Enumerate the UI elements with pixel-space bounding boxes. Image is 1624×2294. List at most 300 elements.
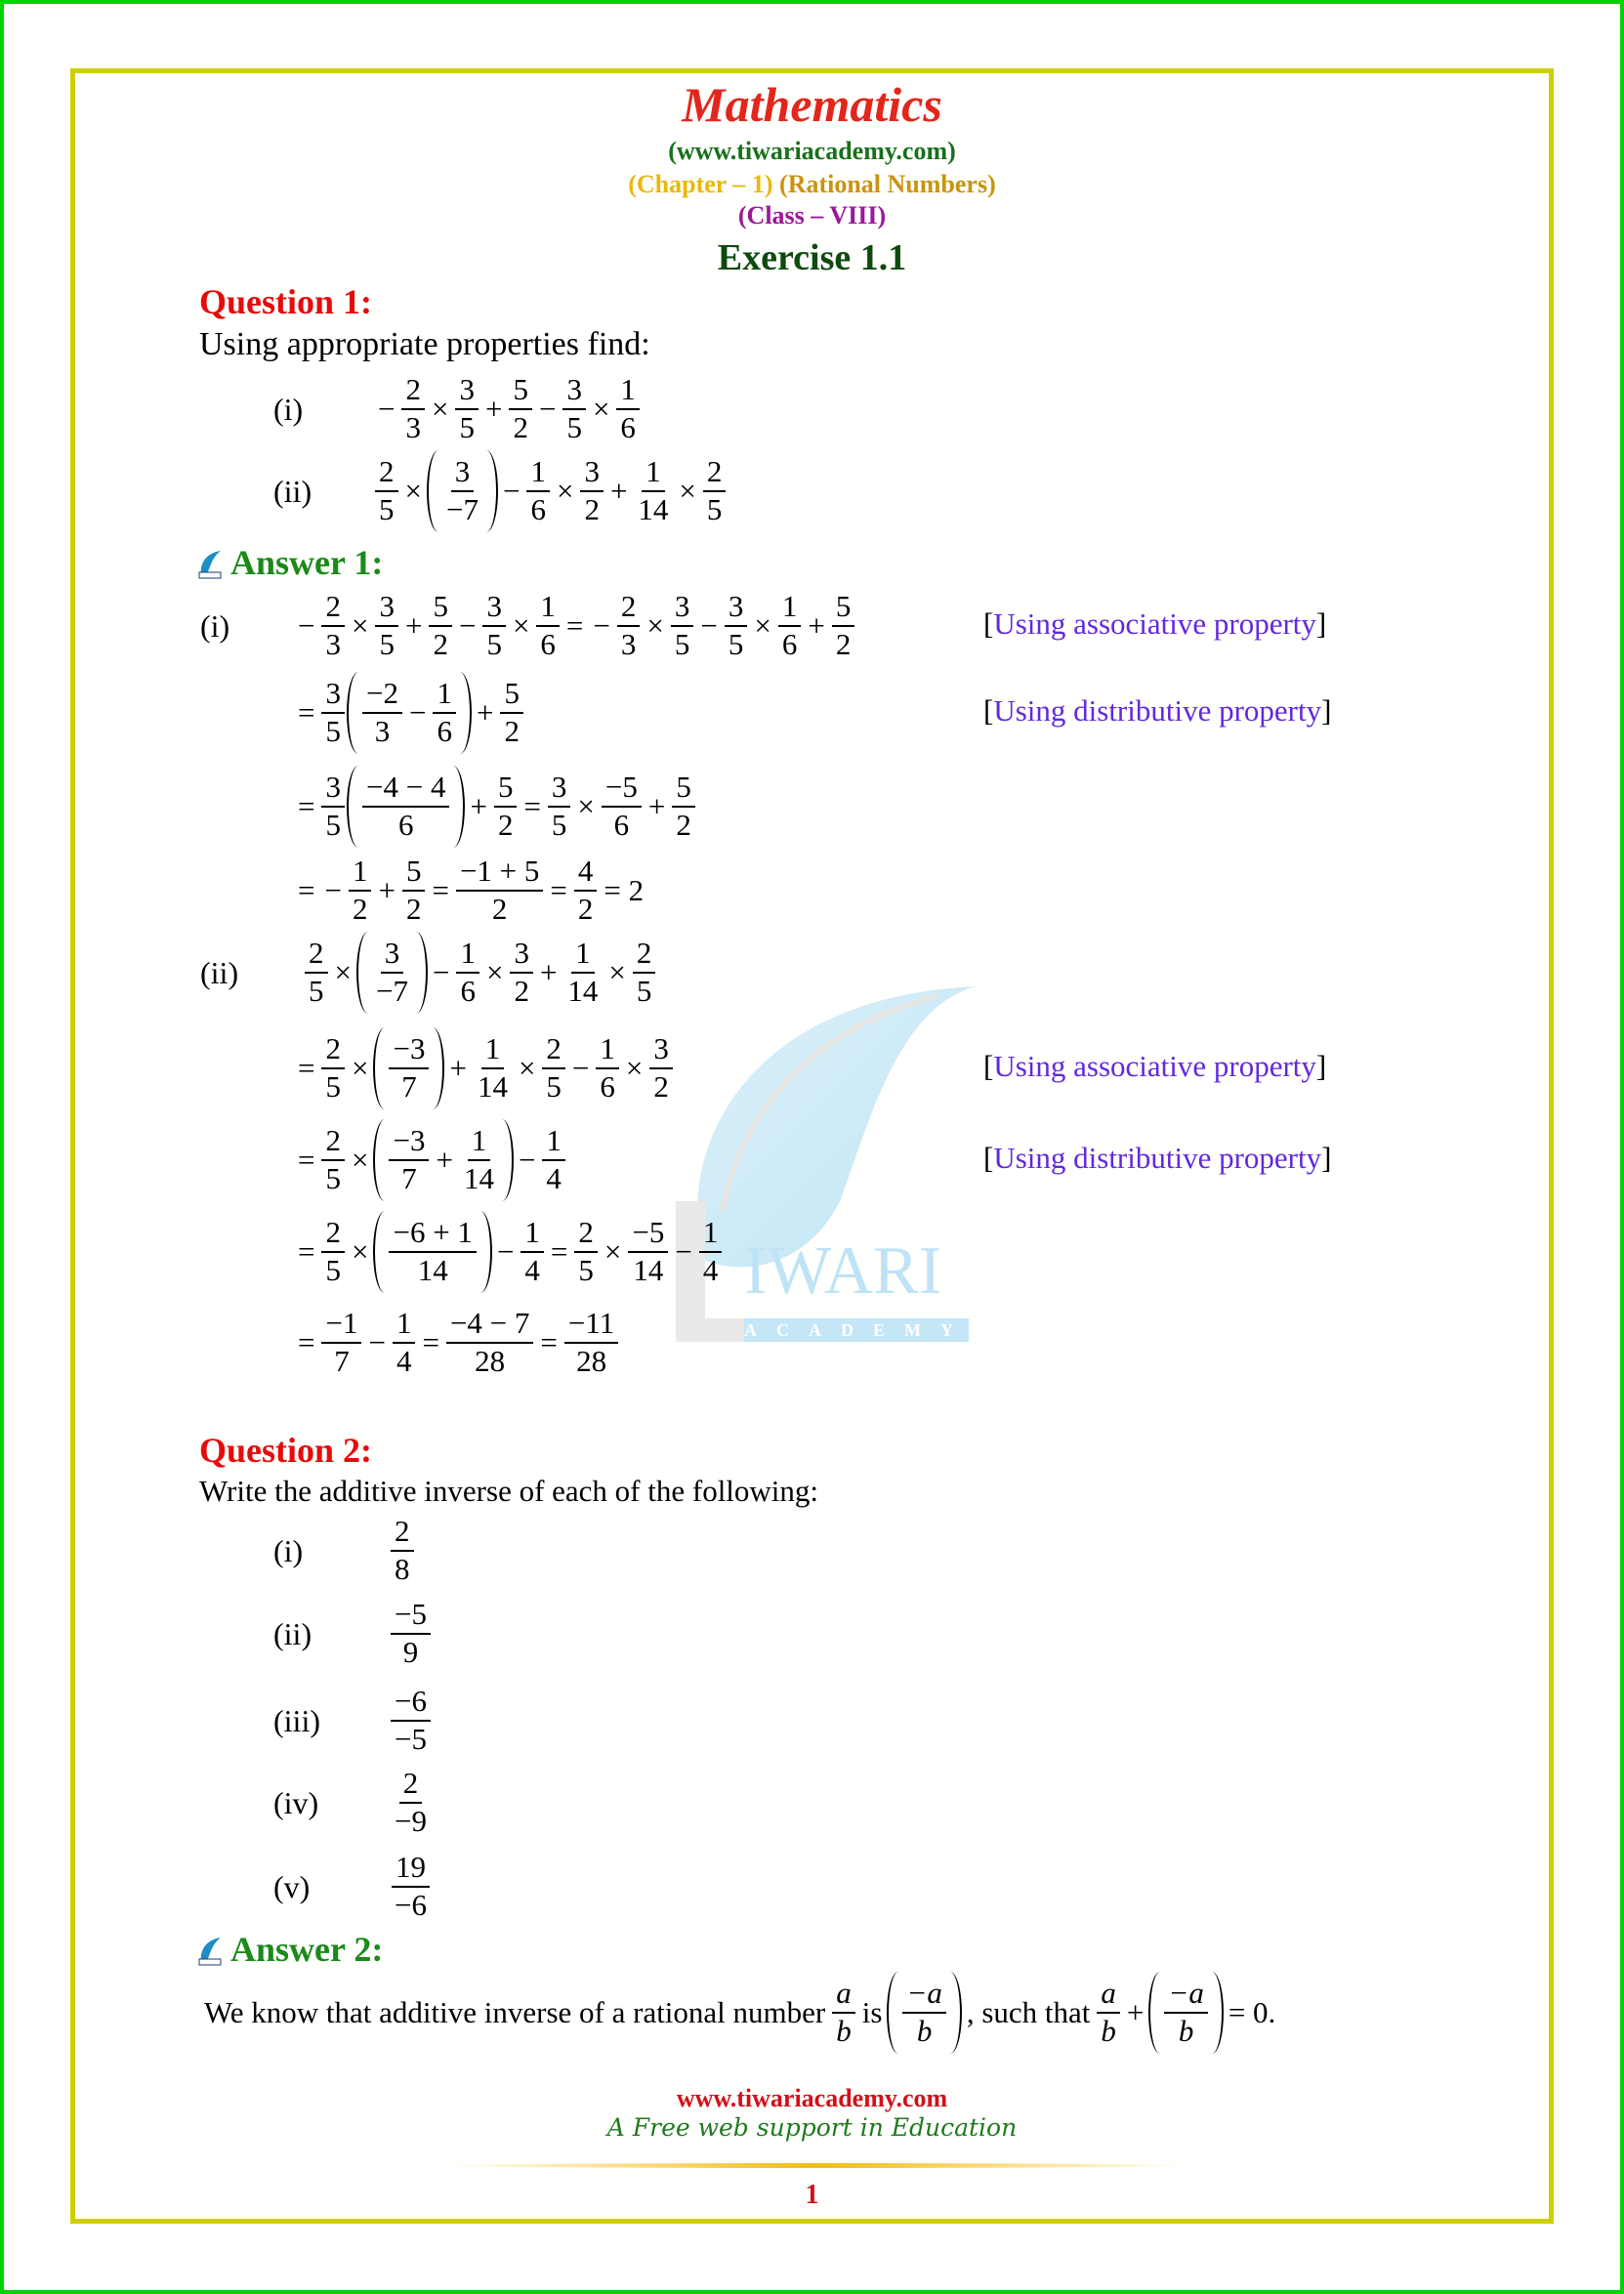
numerator: 3 [548, 772, 571, 808]
math-operator: + [436, 1143, 453, 1177]
numerator: 2 [617, 591, 641, 627]
denominator: b [916, 2014, 933, 2048]
denominator: 2 [577, 892, 594, 926]
question-2-item [389, 1754, 433, 1852]
denominator: −5 [395, 1722, 427, 1756]
math-operator: − [700, 608, 718, 643]
denominator: −6 [395, 1888, 427, 1922]
fraction [433, 678, 456, 747]
numerator: 3 [375, 591, 398, 627]
question-1-item-label: (ii) [273, 474, 312, 509]
math-operator: × [351, 1051, 369, 1085]
numerator: 5 [494, 772, 518, 808]
math-operator: + [539, 955, 558, 989]
fraction [321, 1217, 345, 1286]
fraction [460, 1125, 498, 1194]
fraction [429, 591, 452, 660]
property-note: Using distributive property [993, 693, 1322, 728]
fraction [672, 772, 695, 841]
fraction [596, 1033, 619, 1103]
footer-divider [444, 2163, 1187, 2168]
numerator: 1 [642, 456, 665, 492]
right-paren [502, 1119, 514, 1201]
question-2-heading: Question 2: [199, 1431, 373, 1470]
numerator: 3 [321, 678, 345, 714]
math-operator: = [550, 1234, 568, 1269]
math-operator: + [1126, 1995, 1145, 2029]
fraction [456, 855, 543, 925]
left-paren [373, 1027, 385, 1109]
math-operator: = [298, 695, 315, 730]
denominator: 14 [633, 1253, 664, 1287]
math-operator: − [538, 392, 557, 426]
math-operator: × [351, 1234, 369, 1269]
numerator: −4 − 7 [446, 1308, 533, 1344]
math-operator: = 0. [1228, 1995, 1276, 2029]
numerator: 3 [671, 591, 694, 627]
denominator: 9 [402, 1635, 419, 1669]
paren-content [360, 772, 451, 841]
denominator: 5 [325, 714, 341, 748]
denominator: 7 [401, 1069, 417, 1104]
paren-content [387, 1217, 478, 1286]
fraction [649, 1033, 673, 1103]
right-paren [433, 1027, 444, 1109]
math-operator: + [449, 1051, 467, 1085]
math-operator: − [593, 608, 610, 643]
numerator: 3 [482, 591, 506, 627]
denominator: 2 [504, 714, 520, 748]
math-operator: + [808, 608, 825, 643]
denominator: 5 [486, 627, 502, 661]
fraction [456, 938, 479, 1007]
numerator: 2 [321, 1125, 345, 1161]
numerator: −6 + 1 [389, 1217, 476, 1253]
numerator: 1 [616, 374, 640, 410]
left-paren [347, 766, 358, 848]
numerator: −4 − 4 [362, 772, 449, 808]
denominator: 2 [653, 1069, 669, 1104]
math-operator: × [604, 1234, 622, 1269]
denominator: −7 [375, 974, 408, 1008]
fraction [509, 374, 532, 443]
math-operator: − [408, 695, 427, 730]
math-operator: = [422, 1325, 439, 1359]
answer-1-step [293, 664, 525, 762]
fraction [446, 1308, 533, 1377]
denominator: 3 [374, 714, 391, 748]
denominator: 5 [566, 410, 582, 444]
numerator: 1 [542, 1125, 565, 1161]
fraction [372, 938, 412, 1007]
fraction [391, 1686, 431, 1755]
denominator: 5 [636, 974, 652, 1008]
math-operator: × [577, 789, 595, 823]
denominator: 5 [325, 1161, 341, 1195]
denominator: −7 [445, 492, 479, 526]
fraction [391, 1768, 431, 1837]
denominator: 14 [638, 492, 669, 526]
math-operator: = [550, 873, 567, 907]
question-2-item-label: (iii) [273, 1703, 320, 1738]
numerator: 1 [521, 1217, 544, 1253]
denominator: 5 [459, 410, 475, 444]
math-operator: = [298, 1234, 315, 1269]
math-operator: = [298, 1143, 315, 1177]
math-operator: + [609, 474, 628, 508]
page-number: 1 [805, 2180, 819, 2210]
tiwari-quill-icon [197, 548, 223, 577]
math-operator: × [351, 608, 369, 643]
numerator: 1 [456, 938, 479, 974]
denominator: 4 [546, 1161, 562, 1195]
parenthesis-group [373, 1119, 513, 1201]
question-1-item-label: (i) [273, 392, 304, 427]
numerator: 1 [596, 1033, 619, 1069]
denominator: 2 [513, 410, 528, 444]
math-operator: + [404, 608, 423, 643]
math-operator: × [608, 955, 626, 989]
answer-2-statement [199, 1964, 1280, 2062]
math-operator: − [496, 1234, 515, 1269]
numerator: 1 [536, 591, 560, 627]
math-operator: × [431, 392, 449, 426]
fraction [402, 855, 426, 925]
answer-1-step-note [983, 1141, 1331, 1176]
left-paren [1148, 1972, 1160, 2054]
numerator: 1 [468, 1125, 491, 1161]
fraction [602, 772, 642, 841]
math-operator: × [485, 955, 504, 989]
math-operator: = [540, 1325, 558, 1359]
parenthesis-group [373, 1027, 444, 1109]
numerator: 2 [574, 1217, 598, 1253]
bracket-close: ] [1315, 1049, 1327, 1083]
fraction [401, 374, 425, 443]
answer-1-label: Answer 1: [230, 543, 384, 582]
numerator: a [832, 1978, 855, 2014]
denominator: 6 [397, 808, 414, 842]
fraction [474, 1033, 512, 1103]
fraction [321, 1308, 361, 1377]
bracket-open: [ [983, 1141, 994, 1175]
fraction [375, 456, 398, 525]
left-paren [347, 672, 358, 754]
answer-1-step-note [983, 693, 1331, 729]
numerator: 1 [393, 1308, 416, 1344]
numerator: 5 [402, 855, 426, 892]
fraction [482, 591, 506, 660]
math-operator: × [334, 955, 352, 989]
math-operator: + [484, 392, 503, 426]
tiwari-quill-icon [197, 1935, 223, 1964]
math-operator: − [298, 608, 315, 643]
watermark-sub: ACADEMY [744, 1320, 973, 1340]
left-paren [427, 450, 438, 532]
math-operator: + [647, 789, 666, 823]
denominator: 5 [379, 627, 395, 661]
numerator: 2 [703, 456, 727, 492]
denominator: 5 [325, 1069, 341, 1104]
fraction [574, 1217, 598, 1286]
fraction [391, 1516, 414, 1585]
paren-content [1162, 1978, 1209, 2047]
denominator: 3 [325, 627, 341, 661]
numerator: −a [1164, 1978, 1207, 2014]
bracket-open: [ [983, 606, 994, 641]
paren-content [387, 1125, 499, 1194]
denominator: 5 [728, 627, 744, 661]
denominator: 6 [437, 714, 452, 748]
answer-1-step [293, 1020, 675, 1117]
right-paren [416, 932, 428, 1014]
denominator: −9 [395, 1804, 427, 1838]
math-operator: is [861, 1995, 883, 2029]
numerator: 1 [349, 855, 372, 892]
answer-1-step [293, 758, 697, 855]
numerator: −5 [391, 1599, 431, 1635]
fraction [699, 1217, 723, 1286]
denominator: 2 [352, 892, 368, 926]
denominator: 14 [567, 974, 599, 1008]
denominator: 28 [475, 1344, 506, 1378]
denominator: 4 [396, 1344, 412, 1378]
answer-1-step [293, 1203, 724, 1301]
numerator: 2 [401, 374, 425, 410]
question-2-item [389, 1838, 433, 1936]
parenthesis-group [887, 1972, 961, 2054]
left-paren [373, 1119, 385, 1201]
fraction [442, 456, 482, 525]
denominator: 5 [551, 808, 567, 842]
numerator: 5 [509, 374, 532, 410]
denominator: 5 [379, 492, 395, 526]
denominator: 2 [514, 974, 529, 1008]
fraction [389, 1125, 429, 1194]
left-paren [887, 1972, 898, 2054]
right-paren [460, 672, 472, 754]
parenthesis-group [373, 1211, 491, 1293]
numerator: 3 [510, 938, 533, 974]
denominator: 3 [405, 410, 421, 444]
bracket-close: ] [1321, 1141, 1332, 1175]
page-title: Mathematics [682, 77, 942, 132]
numerator: −5 [628, 1217, 668, 1253]
fraction [521, 1217, 544, 1286]
numerator: a [1097, 1978, 1120, 2014]
numerator: 3 [725, 591, 748, 627]
denominator: 7 [334, 1344, 350, 1378]
fraction [617, 591, 641, 660]
denominator: 6 [620, 410, 636, 444]
math-operator: × [518, 1051, 536, 1085]
denominator: 5 [325, 1253, 341, 1287]
denominator: 6 [530, 492, 546, 526]
numerator: 2 [542, 1033, 565, 1069]
header-class: (Class – VIII) [737, 201, 887, 229]
numerator: 3 [451, 456, 475, 492]
answer-1-step-label: (ii) [200, 955, 239, 990]
numerator: 5 [500, 678, 523, 714]
fraction [542, 1125, 565, 1194]
denominator: 2 [497, 808, 514, 842]
paren-content [370, 938, 414, 1007]
numerator: 4 [574, 855, 598, 892]
denominator: 5 [546, 1069, 562, 1104]
numerator: 3 [580, 456, 604, 492]
parenthesis-group [347, 672, 472, 754]
math-operator: × [646, 608, 664, 643]
denominator: 3 [620, 627, 637, 661]
numerator: 3 [321, 772, 345, 808]
answer-1-step [303, 924, 657, 1022]
fraction [634, 456, 672, 525]
math-operator: × [404, 474, 422, 508]
math-operator: We know that additive inverse of a rational number [204, 1995, 826, 2029]
fraction [391, 1852, 431, 1921]
question-2-item-label: (v) [273, 1869, 311, 1904]
math-operator: × [679, 474, 696, 508]
denominator: 4 [524, 1253, 540, 1287]
math-operator: − [518, 1143, 536, 1177]
property-note: Using associative property [993, 606, 1316, 641]
fraction [500, 678, 523, 747]
fraction [321, 678, 345, 747]
math-operator: , such that [966, 1995, 1091, 2029]
paren-content [387, 1033, 431, 1103]
question-2-item-label: (i) [273, 1533, 304, 1568]
paren-content [360, 678, 458, 747]
left-paren [356, 932, 368, 1014]
numerator: 2 [305, 938, 328, 974]
numerator: −a [902, 1978, 945, 2014]
numerator: 5 [832, 591, 855, 627]
numerator: 1 [778, 591, 802, 627]
fraction [510, 938, 533, 1007]
answer-1-step [293, 1111, 567, 1209]
denominator: 2 [676, 808, 691, 842]
numerator: 19 [392, 1852, 430, 1888]
fraction [455, 374, 479, 443]
fraction [305, 938, 328, 1007]
question-1-prompt: Using appropriate properties find: [199, 326, 650, 362]
math-operator: + [470, 789, 487, 823]
math-operator: + [476, 695, 494, 730]
numerator: −3 [389, 1033, 429, 1069]
denominator: 2 [491, 892, 508, 926]
fraction [393, 1308, 416, 1377]
question-2-item-label: (ii) [273, 1616, 312, 1651]
denominator: 4 [702, 1253, 719, 1287]
question-2-prompt: Write the additive inverse of each of the following: [199, 1474, 819, 1508]
bracket-close: ] [1315, 606, 1327, 641]
bracket-open: [ [983, 1049, 994, 1083]
denominator: b [836, 2014, 852, 2048]
fraction [616, 374, 640, 443]
denominator: 2 [433, 627, 448, 661]
right-paren [486, 450, 498, 532]
fraction [321, 1125, 345, 1194]
fraction [562, 374, 586, 443]
math-operator: × [556, 474, 574, 508]
answer-2-label: Answer 2: [230, 1930, 384, 1969]
numerator: 1 [481, 1033, 505, 1069]
property-note: Using associative property [993, 1049, 1316, 1083]
numerator: 1 [526, 456, 550, 492]
numerator: 2 [399, 1768, 423, 1804]
fraction [349, 855, 372, 925]
fraction [902, 1978, 945, 2047]
fraction [362, 772, 449, 841]
numerator: 2 [633, 938, 656, 974]
fraction [321, 772, 345, 841]
paren-content [440, 456, 484, 525]
right-paren [1212, 1972, 1224, 2054]
right-paren [480, 1211, 492, 1293]
denominator: b [1101, 2014, 1116, 2048]
numerator: 2 [391, 1516, 414, 1552]
numerator: 5 [429, 591, 452, 627]
denominator: 8 [395, 1552, 410, 1586]
math-operator: − [324, 873, 342, 907]
numerator: −2 [362, 678, 402, 714]
fraction [375, 591, 398, 660]
math-operator: × [512, 608, 530, 643]
fraction [526, 456, 550, 525]
math-operator: − [432, 955, 450, 989]
fraction [703, 456, 727, 525]
parenthesis-group [347, 766, 465, 848]
numerator: 5 [672, 772, 695, 808]
footer-website[interactable]: www.tiwariacademy.com [676, 2084, 948, 2112]
math-operator: = [565, 608, 584, 643]
exercise-title: Exercise 1.1 [717, 237, 907, 278]
math-operator: − [368, 1325, 386, 1359]
bracket-close: ] [1321, 693, 1332, 728]
fraction [1097, 1978, 1120, 2047]
math-operator: = [523, 789, 541, 823]
denominator: 5 [674, 627, 690, 661]
numerator: 2 [321, 1033, 345, 1069]
math-operator: + [378, 873, 396, 907]
right-paren [950, 1972, 962, 2054]
denominator: 6 [460, 974, 476, 1008]
fraction [548, 772, 571, 841]
footer-tagline: A Free web support in Education [606, 2113, 1018, 2142]
denominator: 14 [417, 1253, 448, 1287]
left-paren [373, 1211, 385, 1293]
bracket-open: [ [983, 693, 994, 728]
answer-1-step [293, 1294, 620, 1392]
math-operator: − [458, 608, 477, 643]
denominator: 6 [600, 1069, 615, 1104]
math-operator: = [298, 873, 315, 907]
numerator: 3 [649, 1033, 673, 1069]
numerator: 1 [699, 1217, 723, 1253]
answer-1-step-note [983, 606, 1326, 642]
fraction [574, 855, 598, 925]
property-note: Using distributive property [993, 1141, 1322, 1175]
fraction [671, 591, 694, 660]
denominator: 5 [706, 492, 723, 526]
numerator: 1 [571, 938, 595, 974]
fraction [633, 938, 656, 1007]
denominator: 6 [540, 627, 556, 661]
fraction [389, 1217, 476, 1286]
fraction [389, 1033, 429, 1103]
denominator: 28 [576, 1344, 607, 1378]
math-operator: × [625, 1051, 644, 1085]
